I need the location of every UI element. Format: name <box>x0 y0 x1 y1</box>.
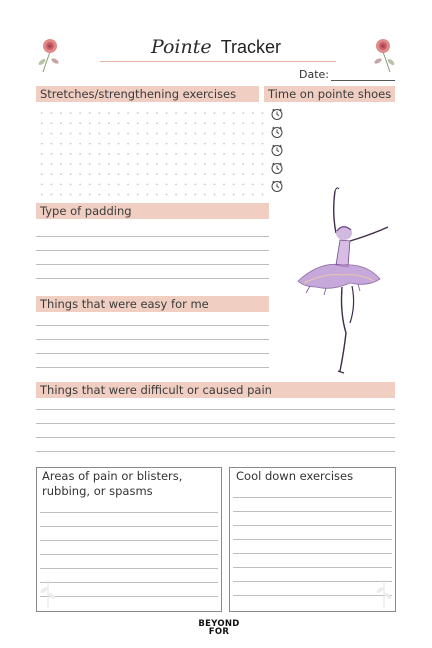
writing-line[interactable] <box>36 236 269 237</box>
writing-line[interactable] <box>233 581 392 582</box>
section-header-easy: Things that were easy for me <box>36 296 269 312</box>
section-header-stretches: Stretches/strengthening exercises <box>36 86 259 102</box>
writing-line[interactable] <box>40 526 218 527</box>
writing-line[interactable] <box>36 423 395 424</box>
writing-line[interactable] <box>40 512 218 513</box>
writing-line[interactable] <box>233 595 392 596</box>
writing-line[interactable] <box>36 409 395 410</box>
brand-logo <box>196 620 242 636</box>
clock-icon[interactable] <box>270 106 284 120</box>
writing-line[interactable] <box>40 554 218 555</box>
writing-line[interactable] <box>233 539 392 540</box>
writing-line[interactable] <box>36 264 269 265</box>
writing-line[interactable] <box>36 451 395 452</box>
title-underline <box>100 61 336 62</box>
writing-line[interactable] <box>36 325 269 326</box>
writing-line[interactable] <box>40 582 218 583</box>
writing-line[interactable] <box>36 339 269 340</box>
brand-logo-line2: FOR <box>208 627 230 637</box>
section-header-padding: Type of padding <box>36 203 269 219</box>
page-title <box>0 36 432 58</box>
writing-line[interactable] <box>36 353 269 354</box>
pain-areas-label: Areas of pain or blisters, rubbing, or spasms <box>42 469 183 498</box>
clock-icon[interactable] <box>270 142 284 156</box>
brand-logo-line1: BEYOND <box>198 619 240 629</box>
title-main-word: Tracker <box>220 37 282 57</box>
writing-line[interactable] <box>36 437 395 438</box>
writing-line[interactable] <box>36 367 269 368</box>
writing-line[interactable] <box>233 497 392 498</box>
cool-down-label: Cool down exercises <box>236 469 354 483</box>
section-header-difficult: Things that were difficult or caused pain <box>36 382 395 398</box>
date-label: Date: <box>299 68 329 81</box>
writing-line[interactable] <box>40 596 218 597</box>
writing-line[interactable] <box>233 525 392 526</box>
writing-line[interactable] <box>233 511 392 512</box>
section-header-time-on-pointe: Time on pointe shoes <box>264 86 395 102</box>
date-field[interactable] <box>331 80 395 81</box>
leaf-icon <box>374 578 394 612</box>
writing-line[interactable] <box>40 568 218 569</box>
leaf-icon <box>38 578 58 612</box>
writing-line[interactable] <box>36 278 269 279</box>
writing-line[interactable] <box>233 553 392 554</box>
title-script-word: Pointe <box>150 36 212 58</box>
writing-line[interactable] <box>36 250 269 251</box>
ballerina-illustration <box>280 183 398 378</box>
clock-icon[interactable] <box>270 160 284 174</box>
writing-line[interactable] <box>40 540 218 541</box>
writing-line[interactable] <box>233 567 392 568</box>
clock-icon[interactable] <box>270 124 284 138</box>
dot-grid-area[interactable] <box>37 108 264 196</box>
